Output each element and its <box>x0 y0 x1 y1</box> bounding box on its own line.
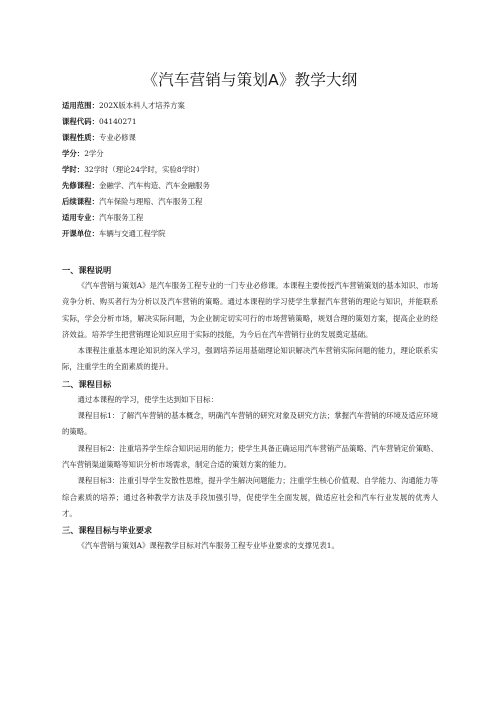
meta-item-major <box>62 210 438 226</box>
meta-key: 适用专业： <box>62 213 99 222</box>
meta-key: 后续课程： <box>62 197 99 206</box>
meta-key: 学分： <box>62 149 85 158</box>
paragraph: 本课程注重基本理论知识的深入学习，强调培养运用基础理论知识解决汽车营销实际问题的能力，理论联系实际，注重学生的全面素质的提升。 <box>62 346 438 372</box>
section-heading: 一、课程说明 <box>62 265 112 275</box>
paragraph: 《汽车营销与策划A》课程教学目标对汽车服务工程专业毕业要求的支撑见表1。 <box>77 541 339 551</box>
paragraph: 通过本课程的学习，使学生达到如下目标： <box>77 394 218 404</box>
paragraph: 《汽车营销与策划A》是汽车服务工程专业的一门专业必修课。本课程主要传授汽车营销策划的基本知识、市场竞争分析、购买者行为分析以及汽车营销的策略。通过本课程的学习使学生掌握汽车营销的理论与知识，并能联系实际，学会分析市场，解决实际问题，为企业制定切实可行的市场营销策略，规划合理的策划方案，提高企业的经济效益。培养学生把营销理论知识应用于实际的技能，为今后在汽车营销行业的发展奠定基础。 <box>62 281 438 339</box>
meta-value: 金融学、汽车构造、汽车金融服务 <box>98 181 210 190</box>
course-meta-list <box>62 98 438 242</box>
meta-value: 32学时（理论24学时，实验8学时） <box>84 165 204 174</box>
section-heading: 二、课程目标 <box>62 378 112 389</box>
meta-item-scope <box>62 98 438 114</box>
section-course-objectives <box>62 376 438 522</box>
document-title: 《汽车营销与策划A》教学大纲 <box>142 71 358 89</box>
meta-value: 04140271 <box>98 117 137 126</box>
meta-value: 汽车服务工程 <box>98 213 144 222</box>
meta-item-department <box>62 226 438 242</box>
meta-key: 课程代码： <box>62 117 99 126</box>
meta-item-code <box>62 114 438 130</box>
meta-item-nature <box>62 130 438 146</box>
paragraph: 课程目标1：了解汽车营销的基本概念，明确汽车营销的研究对象及研究方法；掌握汽车营销的环境及适应环境的策略。 <box>62 411 438 437</box>
meta-key: 适用范围： <box>62 101 99 110</box>
section-objectives-and-requirements <box>62 522 438 554</box>
meta-value: 专业必修课 <box>98 133 136 142</box>
meta-key: 先修课程： <box>62 181 99 190</box>
paragraph: 课程目标3：注重引导学生发散性思维，提升学生解决问题能力；注重学生核心价值观、自学能力、沟通能力等综合素质的培养；通过各种教学方法及手段加强引导，促使学生全面发展，做适应社会和汽车行业发展的优秀人才。 <box>62 476 438 518</box>
meta-item-followup <box>62 194 438 210</box>
meta-value: 汽车保险与理赔、汽车服务工程 <box>98 197 203 206</box>
meta-key: 学时： <box>62 165 85 174</box>
meta-key: 课程性质： <box>62 133 99 142</box>
paragraph: 课程目标2：注重培养学生综合知识运用的能力；使学生具备正确运用汽车营销产品策略、汽车营销定价策略、汽车营销渠道策略等知识分析市场需求，制定合适的策划方案的能力。 <box>62 443 438 469</box>
meta-value: 2学分 <box>84 149 104 158</box>
meta-item-hours <box>62 162 438 178</box>
meta-item-prerequisites <box>62 178 438 194</box>
section-heading: 三、课程目标与毕业要求 <box>62 525 153 536</box>
meta-key: 开课单位： <box>62 229 99 238</box>
meta-value: 202X版本科人才培养方案 <box>98 101 185 110</box>
meta-value: 车辆与交通工程学院 <box>98 229 166 238</box>
section-course-description <box>62 262 438 376</box>
meta-item-credits <box>62 146 438 162</box>
